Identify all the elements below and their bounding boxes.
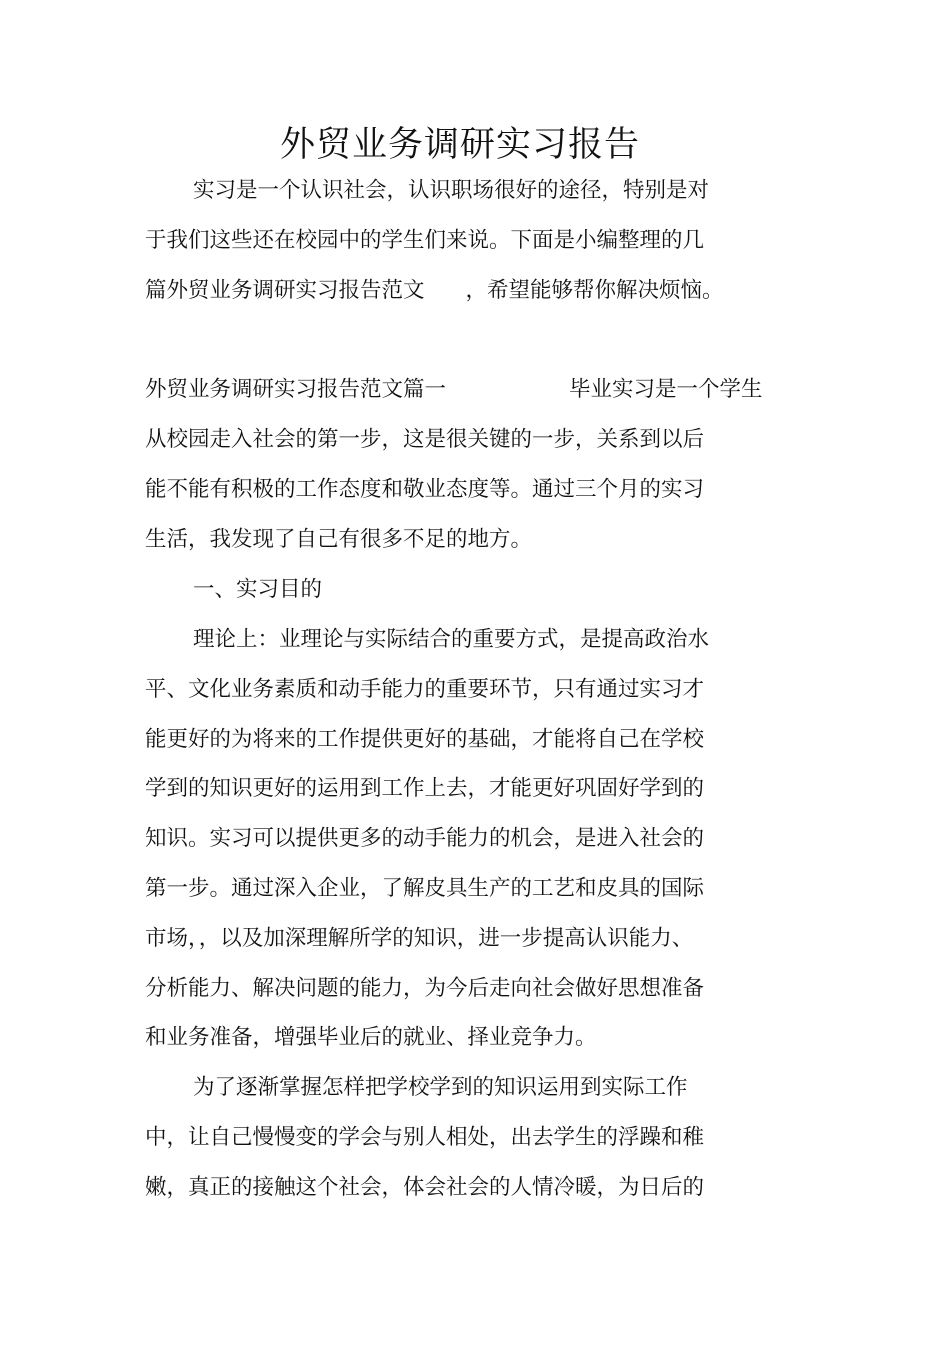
paragraph-line: 能不能有积极的工作态度和敬业态度等。通过三个月的实习 (145, 477, 705, 502)
paragraph-line: 理论上：业理论与实际结合的重要方式，是提高政治水 (193, 627, 710, 652)
paragraph-line: 实习是一个认识社会，认识职场很好的途径，特别是对 (193, 178, 710, 203)
paragraph-line: 篇外贸业务调研实习报告范文 ，希望能够帮你解决烦恼。 (145, 278, 724, 303)
paragraph-line: 学到的知识更好的运用到工作上去，才能更好巩固好学到的 (145, 776, 705, 801)
paragraph-line: 分析能力、解决问题的能力，为今后走向社会做好思想准备 (145, 976, 705, 1001)
paragraph-line: 平、文化业务素质和动手能力的重要环节，只有通过实习才 (145, 677, 705, 702)
paragraph-line: 为了逐渐掌握怎样把学校学到的知识运用到实际工作 (193, 1075, 688, 1100)
paragraph-line: 和业务准备，增强毕业后的就业、择业竞争力。 (145, 1025, 597, 1050)
paragraph-line: 从校园走入社会的第一步，这是很关键的一步，关系到以后 (145, 427, 705, 452)
section-heading-line: 外贸业务调研实习报告范文篇一 毕业实习是一个学生 (145, 377, 763, 402)
paragraph-line: 能更好的为将来的工作提供更好的基础，才能将自己在学校 (145, 727, 705, 752)
paragraph-line: 于我们这些还在校园中的学生们来说。下面是小编整理的几 (145, 228, 705, 253)
paragraph-line: 嫩，真正的接触这个社会，体会社会的人情冷暖，为日后的 (145, 1175, 705, 1200)
document-title: 外贸业务调研实习报告 (279, 125, 640, 165)
paragraph-line: 知识。实习可以提供更多的动手能力的机会，是进入社会的 (145, 826, 705, 851)
subsection-heading: 一、实习目的 (193, 577, 323, 602)
paragraph-line: 市场，，以及加深理解所学的知识，进一步提高认识能力、 (145, 926, 694, 951)
paragraph-line: 生活，我发现了自己有很多不足的地方。 (145, 527, 533, 552)
paragraph-line: 第一步。通过深入企业，了解皮具生产的工艺和皮具的国际 (145, 876, 705, 901)
paragraph-line: 中，让自己慢慢变的学会与别人相处，出去学生的浮躁和稚 (145, 1125, 705, 1150)
